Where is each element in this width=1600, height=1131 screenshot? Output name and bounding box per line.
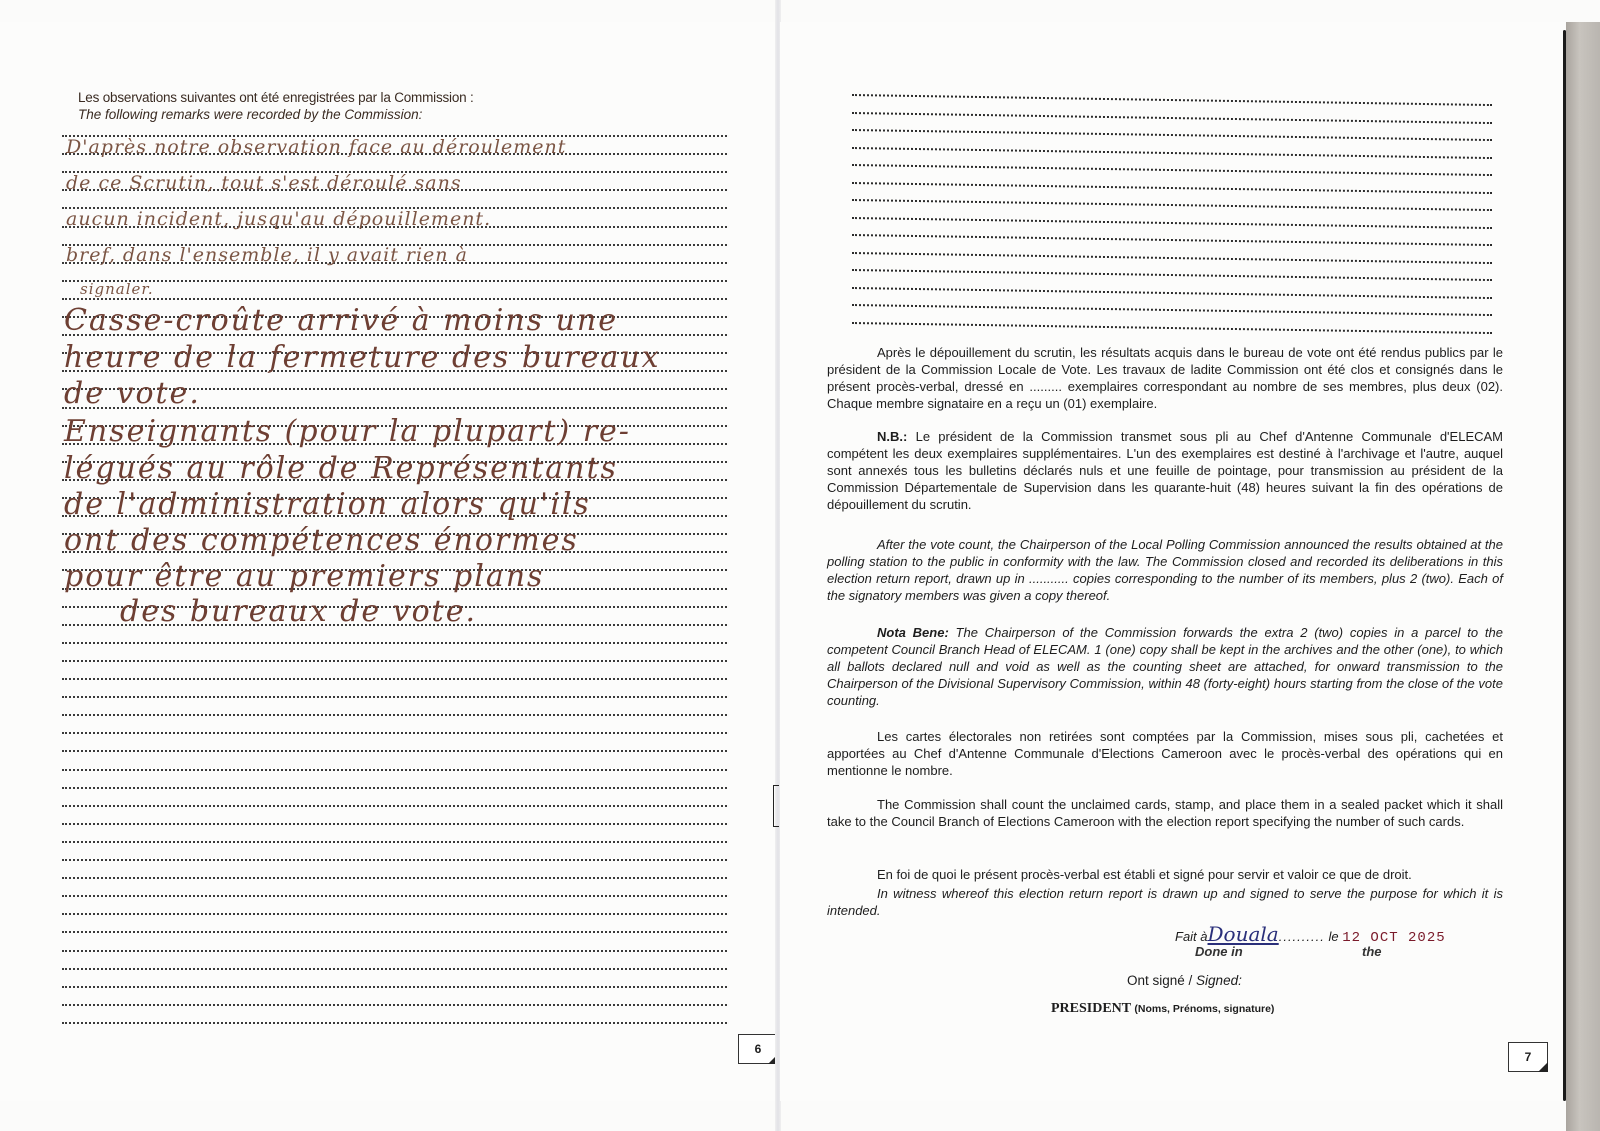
observations-heading-fr: Les observations suivantes ont été enregistrées par la Commission : <box>78 90 474 105</box>
ruled-line <box>62 750 727 752</box>
handwritten-line: ont des compétences énormes <box>64 523 579 558</box>
ruled-line <box>62 1004 727 1006</box>
president-signature-label: PRESIDENT (Noms, Prénoms, signature) <box>1051 1001 1275 1016</box>
signed-heading: Ont signé / Signed: <box>1127 973 1242 988</box>
binding-mark <box>773 785 779 827</box>
ruled-line <box>62 841 727 843</box>
the-label: the <box>1362 944 1382 959</box>
place-date-line: Fait àDouala.......... le 12 OCT 2025 <box>1175 922 1446 946</box>
ruled-line <box>62 823 727 825</box>
handwritten-line: signaler. <box>80 280 154 298</box>
page-number-badge: 6 <box>738 1034 778 1064</box>
paragraph-nb-fr: N.B.: Le président de la Commission transmet sous pli au Chef d'Antenne Communale d'ELECAM compétent les deux exemplaires supplémentaires. L'un des exemplaires est destiné à l'archivage et l'autre, auquel sont annexés tous les bulletins déclarés nuls et une feuille de pointage, pour transmission au président de la Commission Départementale de Supervision dans les quarante-huit (48) heures suivant la fin des opérations de dépouillement du scrutin. <box>827 429 1503 512</box>
ruled-line <box>62 280 727 282</box>
handwritten-line: de l'administration alors qu'ils <box>64 487 591 522</box>
paragraph-cards-en: The Commission shall count the unclaimed cards, stamp, and place them in a sealed packet which it shall take to the Council Branch of Elections Cameroon with the election report specifying the number of such cards. <box>827 797 1503 829</box>
handwritten-line: Enseignants (pour la plupart) re- <box>64 414 631 449</box>
ruled-line <box>62 678 727 680</box>
ruled-line <box>62 877 727 879</box>
page-number-badge: 7 <box>1508 1042 1548 1072</box>
observations-heading-en: The following remarks were recorded by the Commission: <box>78 107 423 122</box>
ruled-line <box>62 787 727 789</box>
place-field: Douala <box>1207 922 1279 946</box>
handwritten-line: pour être au premiers plans <box>64 559 545 594</box>
ruled-line <box>62 913 727 915</box>
observations-heading <box>78 90 474 122</box>
date-stamp: 12 OCT 2025 <box>1342 930 1446 946</box>
paragraph-results-fr: Après le dépouillement du scrutin, les résultats acquis dans le bureau de vote ont été rendus publics par le président de la Commission Locale de Vote. Les travaux de ladite Commission ont été clos et consignés dans le présent procès-verbal, dressé en ......... exemplaires correspondant au nombre de ses membres, plus deux (02). Chaque membre signataire en a reçu un (01) exemplaire. <box>827 345 1503 411</box>
ruled-line <box>62 714 727 716</box>
scan-background <box>1566 22 1600 1131</box>
handwritten-line: heure de la fermeture des bureaux <box>64 340 661 375</box>
ruled-line <box>62 732 727 734</box>
ruled-line <box>62 696 727 698</box>
ruled-line <box>62 950 727 952</box>
handwritten-line: bref, dans l'ensemble, il y avait rien à <box>66 244 468 266</box>
ruled-line <box>62 660 727 662</box>
paragraph-witness-fr: En foi de quoi le présent procès-verbal est établi et signé pour servir et valoir ce que de droit. <box>877 867 1412 882</box>
ruled-line <box>62 769 727 771</box>
ruled-line <box>62 895 727 897</box>
paragraph-nota-bene-en: Nota Bene: The Chairperson of the Commission forwards the extra 2 (two) copies in a parcel to the competent Council Branch Head of ELECAM. 1 (one) copy shall be kept in the archives and the other (one), to which all ballots declared null and void as well as the counting sheet are attached, for onward transmission to the Chairperson of the Divisional Supervisory Commission, within 48 (forty-eight) hours starting from the close of the vote counting. <box>827 625 1503 708</box>
handwritten-line: D'après notre observation face au déroulement <box>66 136 567 158</box>
ruled-line <box>62 642 727 644</box>
paragraph-results-en: After the vote count, the Chairperson of the Local Polling Commission announced the results obtained at the polling station to the public in conformity with the law. The Commission closed and recorded its deliberations in this election return report, drawn up in ........... copies corresponding to the number of its members, plus 2 (two). Each of the signatory members was given a copy thereof. <box>827 537 1503 603</box>
ruled-line <box>62 931 727 933</box>
ruled-line <box>62 968 727 970</box>
paragraph-witness-en: In witness whereof this election return report is drawn up and signed to serve the purpose for which it is intended. <box>827 886 1503 918</box>
ruled-line <box>62 805 727 807</box>
handwritten-line: des bureaux de vote. <box>120 594 478 629</box>
handwritten-line: de ce Scrutin, tout s'est déroulé sans <box>66 172 462 194</box>
handwritten-line: légués au rôle de Représentants <box>64 451 618 486</box>
ruled-line <box>62 986 727 988</box>
ruled-line <box>62 298 727 300</box>
done-in-label: Done in <box>1195 944 1243 959</box>
handwritten-line: Casse-croûte arrivé à moins une <box>64 303 618 338</box>
ruled-line <box>62 1022 727 1024</box>
ruled-line <box>62 859 727 861</box>
paragraph-cards-fr: Les cartes électorales non retirées sont comptées par la Commission, mises sous pli, cachetées et apportées au Chef d'Antenne Communale d'Elections Cameroon avec le procès-verbal des opérations qui en mentionne le nombre. <box>827 729 1503 778</box>
handwritten-line: aucun incident, jusqu'au dépouillement. <box>66 208 492 230</box>
handwritten-line: de vote. <box>64 376 201 411</box>
page-edge <box>1563 30 1566 1101</box>
